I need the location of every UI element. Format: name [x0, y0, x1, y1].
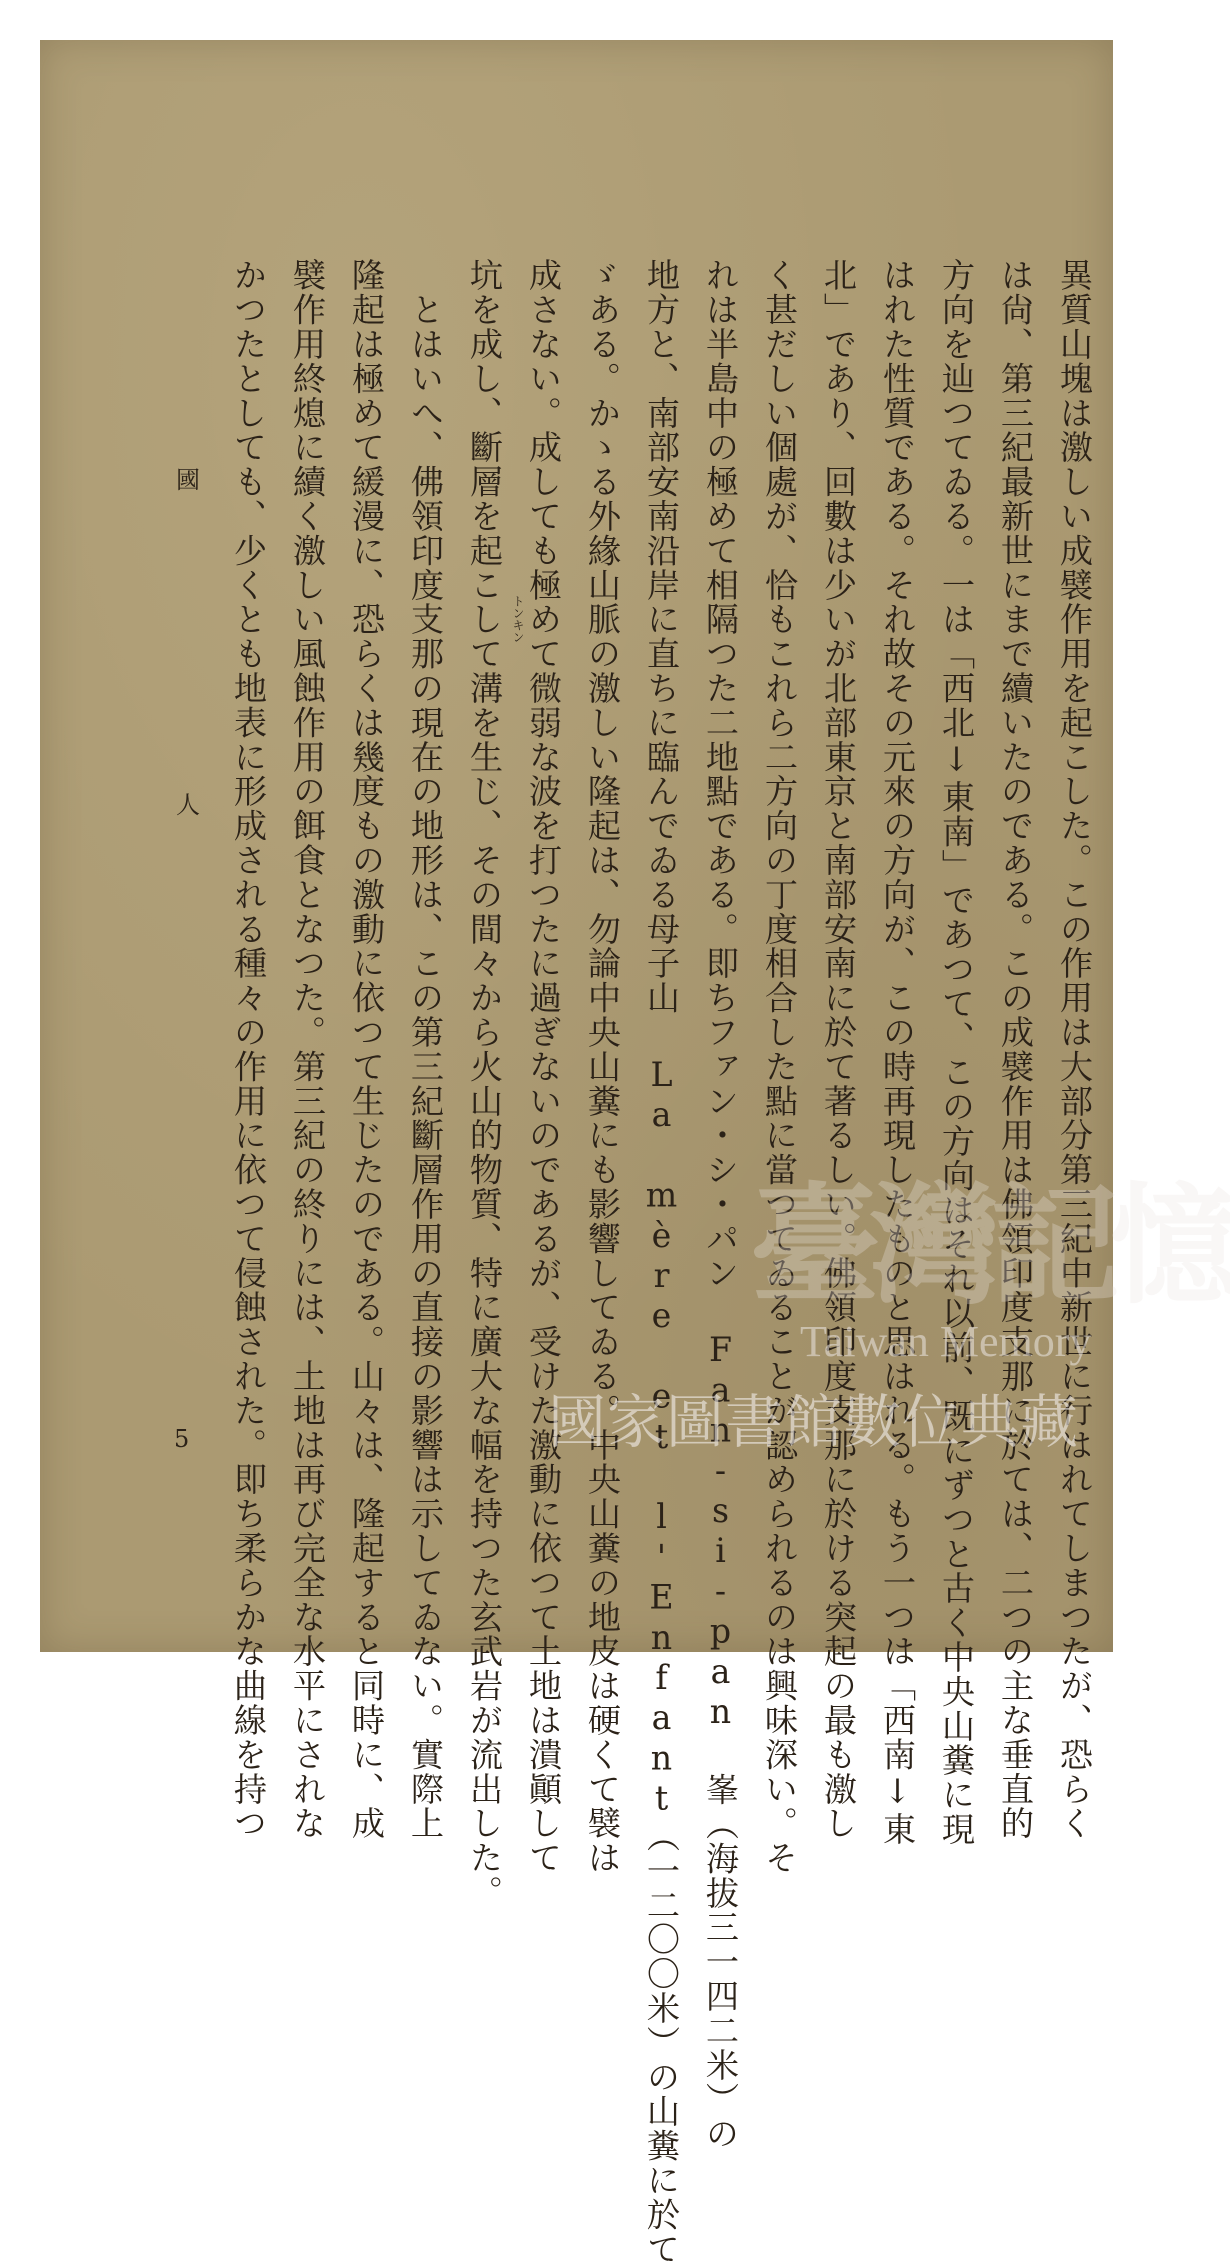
text-line-1: 異質山塊は激しい成襞作用を起こした。この作用は大部分第三紀中新世に行はれてしまつたが、恐らく	[1055, 258, 1094, 1841]
text-line-5: 北」であり、回數は少いが北部東京と南部安南に於て著るしい。佛領印度支那に於ける突起の最も激し	[819, 258, 858, 1841]
text-line-12: とはいへ、佛領印度支那の現在の地形は、この第三紀斷層作用の直接の影響は示してゐない。實際上	[406, 258, 445, 1841]
watermark-english: Taiwan Memory	[800, 1317, 1092, 1366]
text-line-11: 坑を成し、斷層を起こして溝を生じ、その間々から火山的物質、特に廣大な幅を持つた玄武岩が流出した。	[465, 258, 504, 1910]
text-line-14: 襞作用終熄に續く激しい風蝕作用の餌食となつた。第三紀の終りには、土地は再び完全な水平にされな	[288, 258, 327, 1841]
footer-title-char-1: 國	[176, 466, 200, 494]
text-line-15: かつたとしても、少くとも地表に形成される種々の作用に依つて侵蝕された。即ち柔らかな曲線を持つ	[229, 258, 268, 1841]
text-line-9: ゞある。かゝる外緣山脈の激しい隆起は、勿論中央山糞にも影響してゐる。中央山糞の地皮は硬くて襞は	[583, 258, 622, 1875]
text-line-10: 成さない。成しても極めて微弱な波を打つたに過ぎないのであるが、受けた激動に依つて土地は潰顚して	[524, 258, 563, 1875]
text-line-2: は尙、第三紀最新世にまで續いたのである。この成襞作用は佛領印度支那に於ては、二つの主な垂直的	[996, 258, 1035, 1841]
text-line-7: れは半島中の極めて相隔つた二地點である。即ちファン・シ・パン Fan-si-pan 峯（海拔三一四二米）の	[701, 258, 740, 2151]
text-line-8: 地方と、南部安南沿岸に直ちに臨んでゐる母子山 La mère et l'Enfant（一二〇〇米）の山糞に於て	[642, 258, 681, 2266]
page-number: 5	[174, 1425, 190, 1453]
footer-title-char-2: 人	[176, 791, 200, 819]
text-line-13: 隆起は極めて緩漫に、恐らくは幾度もの激動に依つて生じたのである。山々は、隆起すると同時に、成	[347, 258, 386, 1841]
text-line-4: はれた性質である。それ故その元來の方向が、この時再現したものと思はれる。もう一つは「西南↓東	[878, 258, 917, 1847]
watermark-logo: 臺灣記憶	[750, 1169, 1230, 1322]
text-line-3: 方向を辿つてゐる。一は「西北↓東南」であつて、この方向はそれ以前、既にずつと古く中央山糞に現	[937, 258, 976, 1847]
text-line-6: く甚だしい個處が、恰もこれら二方向の丁度相合した點に當つてゐることが認められるのは興味深い。そ	[760, 258, 799, 1875]
watermark-institution: 國家圖書館數位典藏	[548, 1388, 1080, 1456]
ruby-annotation: トンキン	[511, 595, 525, 643]
running-footer	[168, 460, 208, 820]
